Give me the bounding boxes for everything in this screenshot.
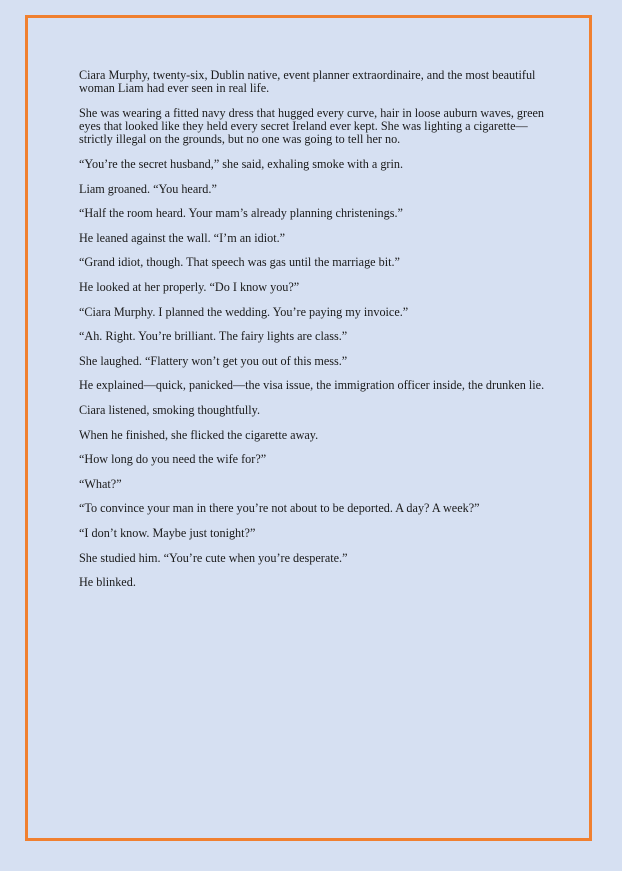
paragraph: “You’re the secret husband,” she said, exhaling smoke with a grin. xyxy=(79,157,404,172)
paragraph: “Half the room heard. Your mam’s already planning christenings.” xyxy=(79,206,403,221)
paragraph: “To convince your man in there you’re not about to be deported. A day? A week?” xyxy=(79,501,480,516)
paragraph: She studied him. “You’re cute when you’re desperate.” xyxy=(79,550,348,565)
paragraph: Ciara Murphy, twenty-six, Dublin native, event planner extraordinaire, and the most beautiful woman Liam had ever seen in real life. xyxy=(79,68,536,96)
paragraph: “What?” xyxy=(79,476,122,491)
paragraph: “I don’t know. Maybe just tonight?” xyxy=(79,525,256,540)
paragraph: He blinked. xyxy=(79,575,136,590)
paragraph: “Ah. Right. You’re brilliant. The fairy lights are class.” xyxy=(79,329,348,344)
paragraph: “Grand idiot, though. That speech was gas until the marriage bit.” xyxy=(79,255,400,270)
paragraph: She laughed. “Flattery won’t get you out of this mess.” xyxy=(79,353,348,368)
paragraph: “Ciara Murphy. I planned the wedding. You’re paying my invoice.” xyxy=(79,304,409,319)
document-body xyxy=(79,69,549,601)
paragraph: Ciara listened, smoking thoughtfully. xyxy=(79,403,260,418)
paragraph: When he finished, she flicked the cigarette away. xyxy=(79,427,319,442)
paragraph: “How long do you need the wife for?” xyxy=(79,452,267,467)
paragraph: He leaned against the wall. “I’m an idiot.” xyxy=(79,230,286,245)
paragraph: He looked at her properly. “Do I know you?” xyxy=(79,280,300,295)
paragraph: She was wearing a fitted navy dress that hugged every curve, hair in loose auburn waves, green eyes that looked like they held every secret Ireland ever kept. She was lighting a cigarette—strictly illegal on the grounds, but no one was going to tell her no. xyxy=(79,105,544,147)
paragraph: He explained—quick, panicked—the visa issue, the immigration officer inside, the drunken lie. xyxy=(79,378,545,393)
paragraph: Liam groaned. “You heard.” xyxy=(79,181,217,196)
page-frame xyxy=(25,15,592,841)
